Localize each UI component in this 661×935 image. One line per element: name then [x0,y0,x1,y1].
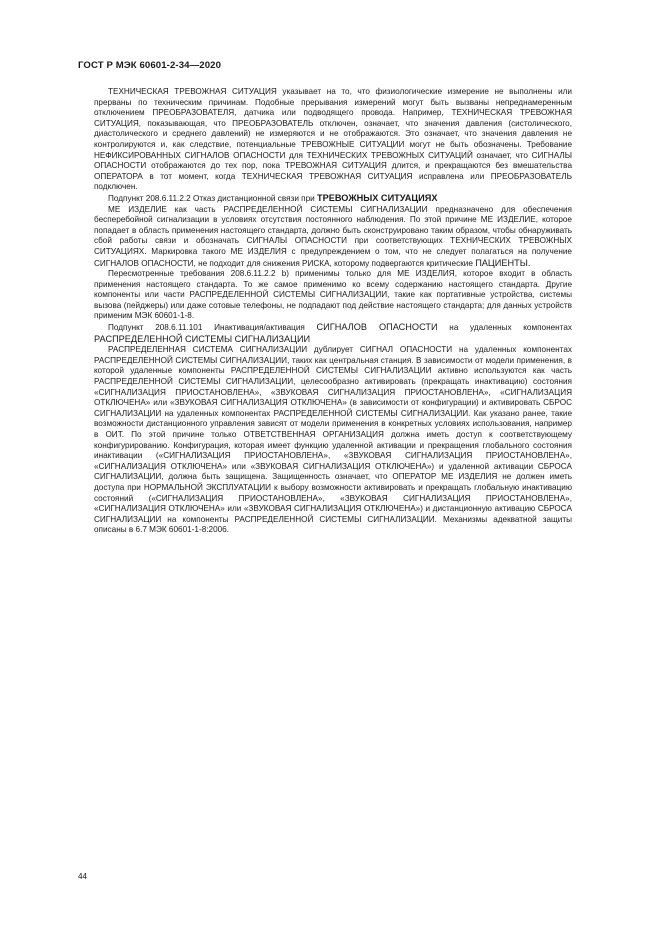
subclause-101-text: Подпункт 208.6.11.101 Инактивация/активация [108,323,317,333]
page-number: 44 [78,872,88,881]
paragraph-me-equipment [94,205,572,270]
paragraph-technical-alarm: ТЕХНИЧЕСКАЯ ТРЕВОЖНАЯ СИТУАЦИЯ указывает на то, что физиологические измерение не выполнены или прерваны по техническим причинам. Подобные прерывания измерений могут быть вызваны непреднамеренным отключением ПРЕОБРАЗОВАТЕЛЯ, датчика или подводящего провода. Например, ТЕХНИЧЕСКАЯ ТРЕВОЖНАЯ СИТУАЦИЯ, показывающая, что ПРЕОБРАЗОВАТЕЛЬ отключен, означает, что значения давления (систолического, диастолического и среднего давлений) не измеряются и не отображаются. Это означает, что значения давления не контролируются и, как следствие, потенциальные ТРЕВОЖНЫЕ СИТУАЦИИ могут не быть обозначены. Требование НЕФИКСИРОВАННЫХ СИГНАЛОВ ОПАСНОСТИ для ТЕХНИЧЕСКИХ ТРЕВОЖНЫХ СИТУАЦИЙ означает, что СИГНАЛЫ ОПАСНОСТИ отображаются до тех пор, пока ТРЕВОЖНАЯ СИТУАЦИЯ длится, и прекращаются без вмешательства ОПЕРАТОРА в тот момент, когда ТЕХНИЧЕСКАЯ ТРЕВОЖНАЯ СИТУАЦИЯ исправлена или ПРЕОБРАЗОВАТЕЛЬ подключен. [94,87,572,192]
subclause-101-mid: на удаленных компонентах [437,323,572,333]
subclause-101-term2: РАСПРЕДЕЛЕННОЙ СИСТЕМЫ СИГНАЛИЗАЦИИ [94,333,311,344]
subclause-208-6-11-101-heading [94,322,572,345]
paragraph-me-equipment-end: ПАЦИЕНТЫ. [475,257,531,268]
page-content [94,87,572,536]
paragraph-distributed-system: РАСПРЕДЕЛЕННАЯ СИСТЕМА СИГНАЛИЗАЦИИ дублирует СИГНАЛ ОПАСНОСТИ на удаленных компонентах РАСПРЕДЕЛЕННОЙ СИСТЕМЫ СИГНАЛИЗАЦИИ, таких как центральная станция. В зависимости от модели применения, в которой удаленные компоненты РАСПРЕДЕЛЕННОЙ СИСТЕМЫ СИГНАЛИЗАЦИИ активно используются как часть РАСПРЕДЕЛЕННОЙ СИСТЕМЫ СИГНАЛИЗАЦИИ, целесообразно активировать (прекращать инактивацию) состояния «СИГНАЛИЗАЦИЯ ПРИОСТАНОВЛЕНА», «ЗВУКОВАЯ СИГНАЛИЗАЦИЯ ПРИОСТАНОВЛЕНА», «СИГНАЛИЗАЦИЯ ОТКЛЮЧЕНА» или «ЗВУКОВАЯ СИГНАЛИЗАЦИЯ ОТКЛЮЧЕНА» (в зависимости от конфигурации) и активировать СБРОС СИГНАЛИЗАЦИИ на удаленных компонентах РАСПРЕДЕЛЕННОЙ СИСТЕМЫ СИГНАЛИЗАЦИИ. Как указано ранее, такие возможности дистанционного управления зависят от модели применения в конкретных условиях использования, например в ОИТ. По этой причине только ОТВЕТСТВЕННАЯ ОРГАНИЗАЦИЯ должна иметь доступ к соответствующему конфигурированию. Конфигурация, которая имеет функцию удаленной активации и прекращения глобального состояния инактивации («СИГНАЛИЗАЦИЯ ПРИОСТАНОВЛЕНА», «ЗВУКОВАЯ СИГНАЛИЗАЦИЯ ПРИОСТАНОВЛЕНА», «СИГНАЛИЗАЦИЯ ОТКЛЮЧЕНА» или «ЗВУКОВАЯ СИГНАЛИЗАЦИЯ ОТКЛЮЧЕНА») и удаленной активации СБРОСА СИГНАЛИЗАЦИИ, должна быть защищена. Защищенность означает, что ОПЕРАТОР МЕ ИЗДЕЛИЯ не должен иметь доступа при НОРМАЛЬНОЙ ЭКСПЛУАТАЦИИ к выбору возможности активировать и прекращать глобальную инактивацию состояний («СИГНАЛИЗАЦИЯ ПРИОСТАНОВЛЕНА», «ЗВУКОВАЯ СИГНАЛИЗАЦИЯ ПРИОСТАНОВЛЕНА», «СИГНАЛИЗАЦИЯ ОТКЛЮЧЕНА» или «ЗВУКОВАЯ СИГНАЛИЗАЦИЯ ОТКЛЮЧЕНА») и дистанционную активацию СБРОСА СИГНАЛИЗАЦИИ на компоненты РАСПРЕДЕЛЕННОЙ СИСТЕМЫ СИГНАЛИЗАЦИИ. Механизмы адекватной защиты описаны в 6.7 МЭК 60601-1-8:2006. [94,345,572,535]
subclause-heading-term: ТРЕВОЖНЫХ СИТУАЦИЯХ [317,192,438,203]
paragraph-me-equipment-text: МЕ ИЗДЕЛИЕ как часть РАСПРЕДЕЛЕННОЙ СИСТЕМЫ СИГНАЛИЗАЦИИ предназначено для обеспечения бесперебойной сигнализации в условиях отсутствия постоянного наблюдения. По этой причине МЕ ИЗДЕЛИЕ, которое попадает в область применения настоящего стандарта, должно быть сконструировано таким образом, чтобы обнаруживать сбой работы связи и обозначать СИГНАЛЫ ОПАСНОСТИ при соответствующих ТЕХНИЧЕСКИХ ТРЕВОЖНЫХ СИТУАЦИЯХ. Маркировка такого МЕ ИЗДЕЛИЯ с предупреждением о том, что не следует полагаться на получение СИГНАЛОВ ОПАСНОСТИ, не подходит для снижения РИСКА, которому подвергаются критические [94,204,572,268]
paragraph-revised-requirements: Пересмотренные требования 208.6.11.2.2 b) применимы только для МЕ ИЗДЕЛИЯ, которое входит в область применения настоящего стандарта. То же самое применимо ко всему содержанию настоящего стандарта. Другие компоненты или части РАСПРЕДЕЛЕННОЙ СИСТЕМЫ СИГНАЛИЗАЦИИ, такие как портативные устройства, системы вызова (пейджеры) или даже сотовые телефоны, не подпадают под действие настоящего стандарта; для данных устройств применим МЭК 60601-1-8. [94,269,572,321]
standard-header: ГОСТ Р МЭК 60601-2-34—2020 [78,60,222,71]
subclause-heading-text: Подпункт 208.6.11.2.2 Отказ дистанционной связи при [108,193,318,203]
subclause-101-term: СИГНАЛОВ ОПАСНОСТИ [316,322,438,333]
subclause-208-6-11-2-2-heading [94,193,572,205]
